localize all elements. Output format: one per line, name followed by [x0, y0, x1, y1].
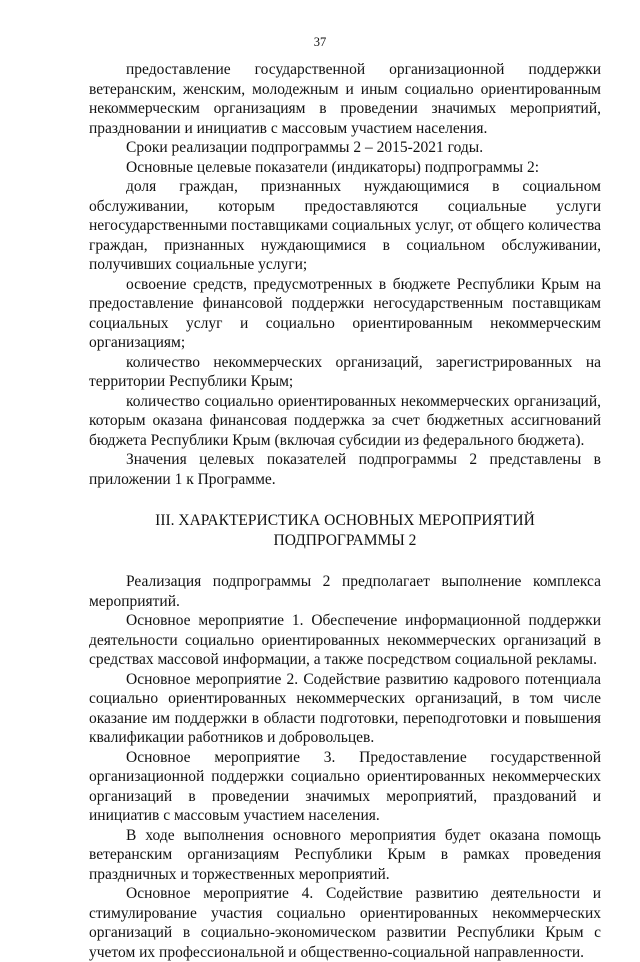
- section-heading: [89, 511, 601, 551]
- paragraph-measure-4: Основное мероприятие 4. Содействие развитию деятельности и стимулирование участия социально ориентированных некоммерческих организаций в социально-экономическом развитии Республики Крым с учетом их профессиональной и общественно-социальной направленности.: [89, 885, 601, 961]
- page-number: 37: [313, 35, 327, 49]
- section-heading-line1: III. ХАРАКТЕРИСТИКА ОСНОВНЫХ МЕРОПРИЯТИЙ: [155, 512, 535, 529]
- section-heading-line2: ПОДПРОГРАММЫ 2: [273, 532, 417, 549]
- paragraph-indicator-values: Значения целевых показателей подпрограммы 2 представлены в приложении 1 к Программе.: [89, 451, 601, 488]
- paragraph-indicators-intro: Основные целевые показатели (индикаторы) подпрограммы 2:: [126, 158, 540, 176]
- document-body: [89, 60, 601, 962]
- paragraph-indicator-citizens-share: доля граждан, признанных нуждающимися в социальном обслуживании, которым предоставляются социальные услуги негосударственными поставщиками социальных услуг, от общего количества граждан, признанных нуждающимися в социальном обслуживании, получивших социальные услуги;: [89, 178, 601, 273]
- paragraph-implementation-period: Сроки реализации подпрограммы 2 – 2015-2021 годы.: [126, 139, 484, 156]
- paragraph-measure-3: Основное мероприятие 3. Предоставление государственной организационной поддержки социально ориентированных некоммерческих организаций в проведении значимых мероприятий, праздований и инициатив с массовым участием населения.: [89, 748, 601, 824]
- paragraph-support-continuation: предоставление государственной организационной поддержки ветеранским, женским, молодежным и иным социально ориентированным некоммерческим организациям в проведении значимых мероприятий, праздновании и инициатив с массовым участием населения.: [89, 61, 601, 137]
- paragraph-measure-1: Основное мероприятие 1. Обеспечение информационной поддержки деятельности социально ориентированных некоммерческих организаций в средствах массовой информации, а также посредством социальной рекламы.: [89, 612, 601, 668]
- paragraph-measure-2: Основное мероприятие 2. Содействие развитию кадрового потенциала социально ориентированных некоммерческих организаций, в том числе оказание им поддержки в области подготовки, переподготовки и повышения квалификации работников и добровольцев.: [89, 670, 601, 746]
- paragraph-indicator-nco-count: количество некоммерческих организаций, зарегистрированных на территории Республики Крым;: [89, 353, 601, 390]
- paragraph-indicator-budget-use: освоение средств, предусмотренных в бюджете Республики Крым на предоставление финансовой поддержки негосударственным поставщикам социальных услуг и социально ориентированным некоммерческим организациям;: [89, 275, 601, 351]
- paragraph-indicator-financial-support: количество социально ориентированных некоммерческих организаций, которым оказана финансовая поддержка за счет бюджетных ассигнований бюджета Республики Крым (включая субсидии из федерального бюджета).: [89, 392, 601, 449]
- paragraph-veterans-assistance: В ходе выполнения основного мероприятия будет оказана помощь ветеранским организациям Республики Крым в рамках проведения праздничных и торжественных мероприятий.: [89, 826, 601, 883]
- paragraph-measures-intro: Реализация подпрограммы 2 предполагает выполнение комплекса мероприятий.: [89, 573, 601, 610]
